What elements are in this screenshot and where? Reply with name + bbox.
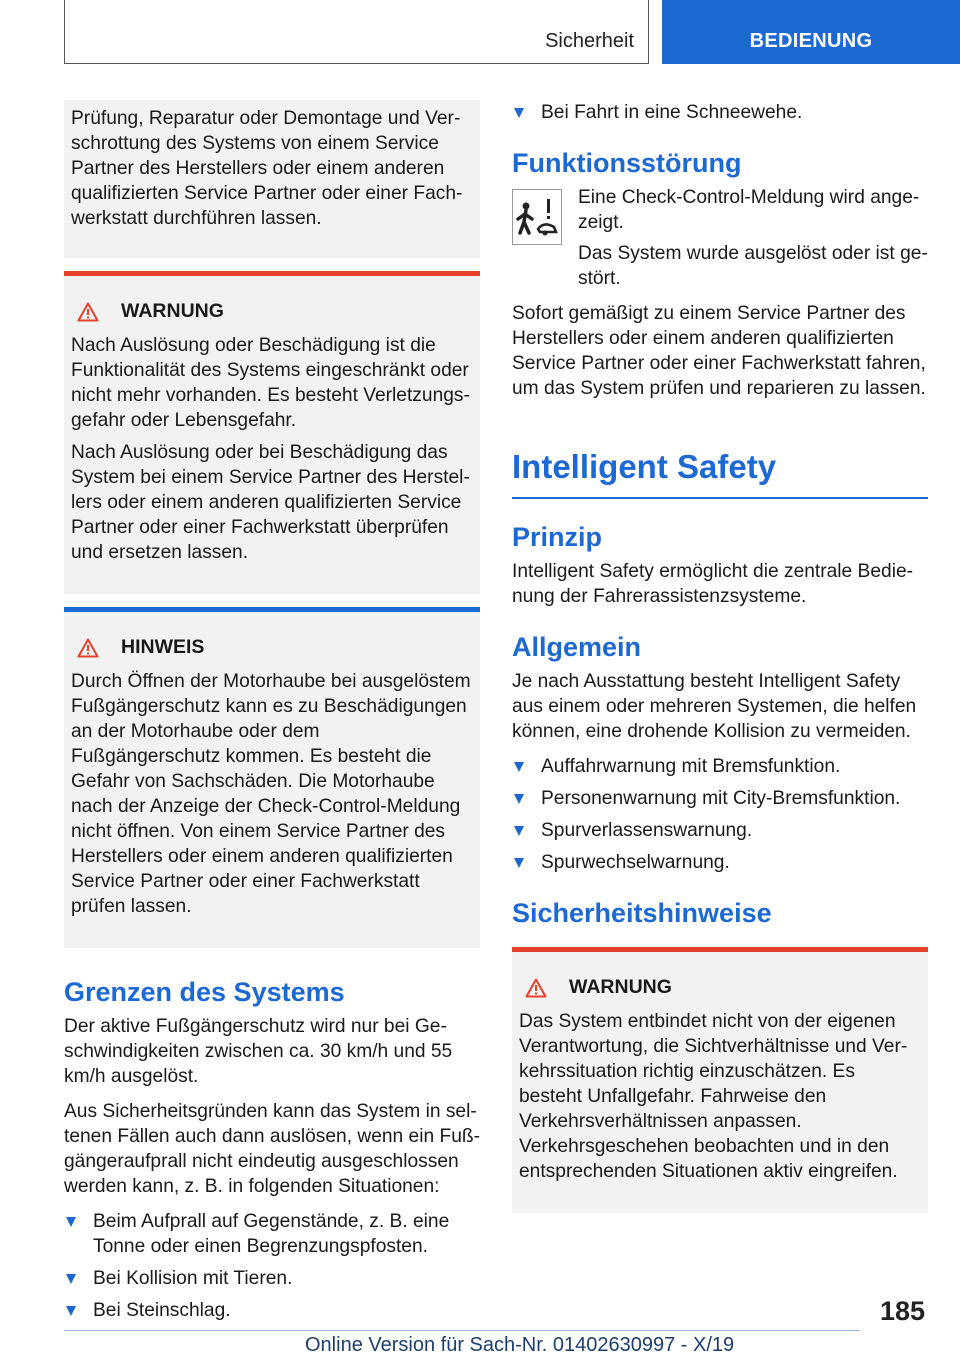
- notice-title: HINWEIS: [121, 636, 205, 658]
- situations-list: [64, 1209, 480, 1323]
- service-info-box: [64, 100, 480, 258]
- section-heading-sicherheitshinweise: Sicherheitshinweise: [512, 898, 772, 928]
- paragraph: Intelligent Safety ermöglicht die zentrale Bedienung der Fahrerassistenzsysteme.: [512, 561, 914, 607]
- left-column: [64, 100, 480, 1331]
- section-heading-funktionsstoerung: Funktionsstörung: [512, 148, 742, 178]
- warning-heading: [525, 976, 921, 999]
- paragraph: Der aktive Fußgängerschutz wird nur bei Geschwindigkeiten zwischen ca. 30 km/h und 55 km/h ausgelöst.: [64, 1016, 453, 1087]
- paragraph: Aus Sicherheitsgründen kann das System in seltenen Fällen auch dann auslösen, wenn ein Fußgängeraufprall nicht eindeutig ausgeschlossen werden kann, z. B. in folgenden Situationen:: [64, 1101, 480, 1197]
- warning-heading: [77, 300, 473, 323]
- list-item: Beim Aufprall auf Gegenstände, z. B. eine Tonne oder einen Begrenzungspfosten.: [64, 1209, 480, 1259]
- header-section-box: [64, 0, 649, 64]
- paragraph: Das System wurde ausgelöst oder ist gestört.: [578, 243, 928, 289]
- list-item: Bei Fahrt in eine Schneewehe.: [512, 100, 928, 125]
- header-chapter-tab[interactable]: BEDIENUNG: [662, 0, 960, 64]
- chapter-title-intelligent-safety: Intelligent Safety: [512, 447, 928, 499]
- paragraph: Je nach Ausstattung besteht Intelligent Safety aus einem oder mehreren Systemen, die helfen können, eine drohende Kollision zu vermeiden.: [512, 671, 917, 742]
- section-heading-allgemein: Allgemein: [512, 632, 642, 662]
- paragraph: Sofort gemäßigt zu einem Service Partner des Herstellers oder einem anderen qualifizierten Service Partner oder einer Fachwerkstatt fahren, um das System prüfen und reparieren zu lassen.: [512, 303, 926, 399]
- list-item: Personenwarnung mit City-Bremsfunktion.: [512, 786, 928, 811]
- page-number: 185: [880, 1296, 926, 1326]
- right-column: [512, 100, 928, 1213]
- service-info-text: Prüfung, Reparatur oder Demontage und Verschrottung des Systems von einem Service Partner des Herstellers oder einem anderen qualifizierten Service Partner oder einer Fachwerkstatt durchführen lassen.: [71, 108, 463, 229]
- warning-paragraph: Das System entbindet nicht von der eigenen Verantwortung, die Sichtverhältnisse und Verkehrssituation richtig einzuschätzen. Es besteht Unfallgefahr. Fahrweise den Verkehrsverhältnissen anpassen. Verkehrsgeschehen beobachten und in den entsprechenden Situationen aktiv eingreifen.: [519, 1011, 908, 1182]
- list-item: Spurwechselwarnung.: [512, 850, 928, 875]
- footer-divider: [64, 1330, 860, 1331]
- notice-paragraph: Durch Öffnen der Motorhaube bei ausgelöstem Fußgängerschutz kann es zu Beschädigungen an der Motorhaube oder dem Fußgängerschutz kommen. Es besteht die Gefahr von Sachschäden. Die Motorhaube nach der Anzeige der Check-Control-Meldung nicht öffnen. Von einem Service Partner des Herstellers oder einem anderen qualifizierten Service Partner oder einer Fachwerkstatt prüfen lassen.: [71, 671, 471, 917]
- paragraph: Eine Check-Control-Meldung wird angezeigt.: [578, 187, 920, 233]
- warning-box: [512, 952, 928, 1213]
- notice-heading: [77, 636, 473, 659]
- list-item: Auffahrwarnung mit Bremsfunktion.: [512, 754, 928, 779]
- list-item: Spurverlassenswarnung.: [512, 818, 928, 843]
- list-item: Bei Kollision mit Tieren.: [64, 1266, 480, 1291]
- header-section-title: Sicherheit: [545, 30, 634, 52]
- footer-online-version[interactable]: Online Version für Sach-Nr. 01402630997 - X/19: [305, 1334, 735, 1356]
- section-heading-prinzip: Prinzip: [512, 522, 603, 552]
- warning-title: WARNUNG: [121, 300, 224, 322]
- warning-triangle-icon: [77, 638, 99, 658]
- warning-paragraph: Nach Auslösung oder Beschädigung ist die Funktionalität des Systems eingeschränkt oder nicht mehr vorhanden. Es besteht Verletzungsgefahr oder Lebensgefahr.: [71, 335, 470, 431]
- systems-list: [512, 754, 928, 875]
- situations-list-continued: [512, 100, 928, 125]
- warning-box: [64, 276, 480, 594]
- warning-paragraph: Nach Auslösung oder bei Beschädigung das System bei einem Service Partner des Herstellers oder einem anderen qualifizierten Service Partner oder einer Fachwerkstatt überprüfen und ersetzen lassen.: [71, 442, 470, 563]
- warning-title: WARNUNG: [569, 976, 672, 998]
- notice-box: [64, 612, 480, 948]
- list-item: Bei Steinschlag.: [64, 1298, 480, 1323]
- warning-triangle-icon: [525, 978, 547, 998]
- warning-triangle-icon: [77, 302, 99, 322]
- pedestrian-protection-icon: [512, 189, 562, 245]
- section-heading-grenzen: Grenzen des Systems: [64, 977, 345, 1007]
